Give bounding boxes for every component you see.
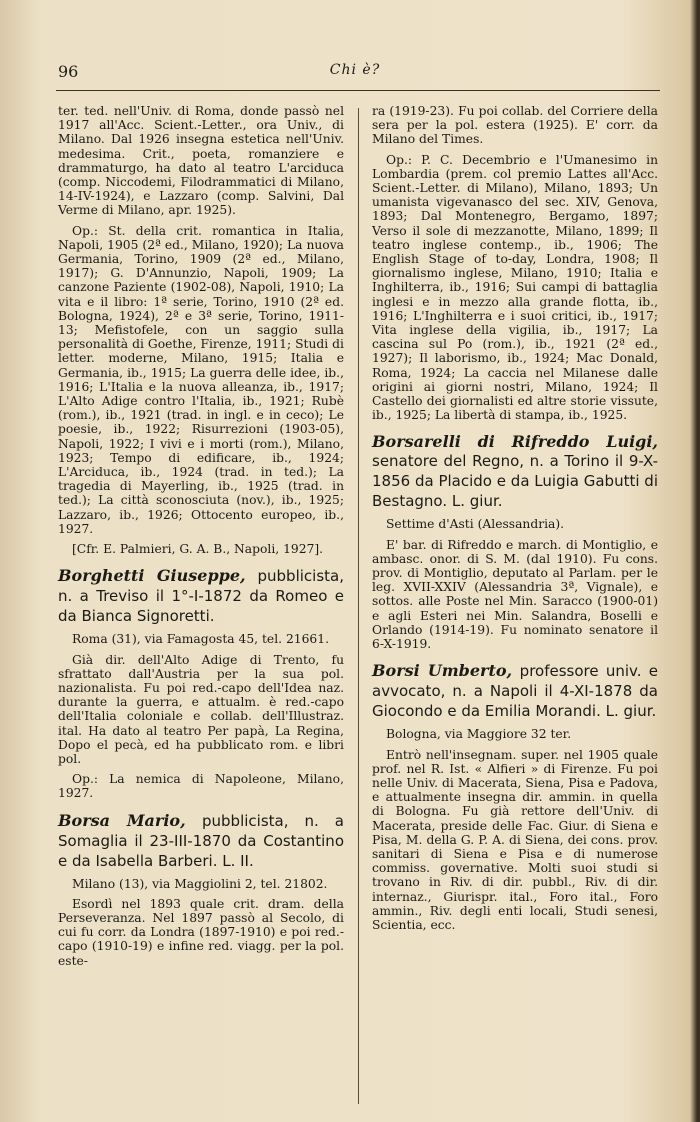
entry-description: senatore del Regno, n. a Torino il 9-X-1856 da Placido e da Luigia Gabutti di Bestagno. L. giur. [372, 452, 658, 511]
entry-borsa [58, 811, 344, 968]
entry-works: Op.: La nemica di Napoleone, Milano, 1927. [58, 772, 344, 801]
entry-name: Borghetti Giuseppe, [58, 566, 246, 586]
works-list: Op.: St. della crit. romantica in Italia, Napoli, 1905 (2ª ed., Milano, 1920); La nuova Germania, Torino, 1909 (2ª ed., Milano, 1917); G. D'Annunzio, Napoli, 1909; La canzone Paziente (1902-08), Napoli, 1910; La vita e il libro: 1ª serie, Torino, 1910 (2ª ed. Bologna, 1924), 2ª e 3ª serie, Torino, 1911-13; Mefistofele, con un saggio sulla personalità di Goethe, Firenze, 1911; Studi di letter. moderne, Milano, 1915; Italia e Germania, ib., 1915; La guerra delle idee, ib., 1916; L'Italia e la nuova alleanza, ib., 1917; L'Alto Adige contro l'Italia, ib., 1921; Rubè (rom.), ib., 1921 (trad. in ingl. e in ceco); Le poesie, ib., 1922; Risurrezioni (1903-05), Napoli, 1922; I vivi e i morti (rom.), Milano, 1923; Tempo di edificare, ib., 1924; L'Arciduca, ib., 1924 (trad. in ted.); La tragedia di Mayerling, ib., 1925 (trad. in ted.); La città sconosciuta (nov.), ib., 1925; Lazzaro, ib., 1926; Ottocento europeo, ib., 1927. [58, 223, 344, 536]
right-column [372, 104, 658, 1104]
entry-description: pubblicista, n. a Somaglia il 23-III-1870 da Costantino e da Isabella Barberi. L. II. [58, 811, 344, 870]
entry-body: E' bar. di Rifreddo e march. di Montiglio, e ambasc. onor. di S. M. (dal 1910). Fu cons. prov. di Montiglio, deputato al Parlam. per le leg. XVII-XXIV (Alessandria 3ª, Vignale), e sottos. alle Poste nel Min. Saracco (1900-01) e agli Esteri nei Min. Salandra, Boselli e Orlando (1914-19). Fu nominato senatore il 6-X-1919. [372, 537, 658, 652]
entry-borsi [372, 661, 658, 932]
entry-body: Già dir. dell'Alto Adige di Trento, fu sfrattato dall'Austria per la sua pol. nazionalista. Fu poi red.-capo dell'Idea naz. durante la guerra, e attualm. è red.-capo dell'Italia coloniale e collab. dell'Illustraz. ital. Ha dato al teatro Per papà, La Regina, Dopo el pecà, ed ha pubblicato rom. e libri pol. [58, 652, 344, 766]
entry-borsarelli [372, 432, 658, 651]
entry-name: Borsi Umberto, [372, 661, 513, 681]
entry-address: Roma (31), via Famagosta 45, tel. 21661. [72, 632, 329, 647]
entry-heading [58, 566, 344, 626]
entry-heading [372, 432, 658, 511]
column-divider [358, 108, 359, 1104]
entry-name: Borsarelli di Rifreddo Luigi, [372, 432, 658, 452]
entry-description: professore univ. e avvocato, n. a Napoli il 4-XI-1878 da Giocondo e da Emilia Morandi. L. giur. [372, 662, 658, 721]
entry-address: Settime d'Asti (Alessandria). [386, 517, 565, 532]
two-column-body [58, 104, 658, 1104]
header-rule [56, 90, 660, 91]
entry-body: Entrò nell'insegnam. super. nel 1905 quale prof. nel R. Ist. « Alfieri » di Firenze. Fu poi nelle Univ. di Macerata, Siena, Pisa e Padova, e attualmente insegna dir. ammin. in quella di Bologna. Fu già rettore dell'Univ. di Macerata, preside delle Fac. Giur. di Siena e Pisa, M. della G. P. A. di Siena, dei cons. prov. sanitari di Siena e Pisa e di numerose commiss. governative. Molti suoi studi si trovano in Riv. di dir. pubbl., Riv. di dir. internaz., Giurispr. ital., Foro ital., Foro ammin., Riv. degli enti locali, Studi senesi, Scientia, ecc. [372, 747, 658, 932]
running-title: Chi è? [329, 62, 381, 78]
entry-body: Esordì nel 1893 quale crit. dram. della Perseveranza. Nel 1897 passò al Secolo, di cui fu corr. da Londra (1897-1910) e poi red.-capo (1910-19) e infine red. viagg. per la pol. este- [58, 896, 344, 968]
left-column [58, 104, 344, 1104]
entry-borghetti [58, 566, 344, 800]
citation: [Cfr. E. Palmieri, G. A. B., Napoli, 1927]. [72, 542, 324, 557]
paragraph: ter. ted. nell'Univ. di Roma, donde passò nel 1917 all'Acc. Scient.-Letter., ora Univ., di Milano. Dal 1926 insegna estetica nell'Univ. medesima. Crit., poeta, romanziere e drammaturgo, ha dato al teatro L'arciduca (comp. Niccodemi, Filodrammatici di Milano, 14-IV-1924), e Lazzaro (comp. Salvini, Dal Verme di Milano, apr. 1925). [58, 104, 344, 218]
entry-description: pubblicista, n. a Treviso il 1°-I-1872 da Romeo e da Bianca Signoretti. [58, 567, 344, 626]
entry-address: Milano (13), via Maggiolini 2, tel. 21802. [72, 876, 328, 891]
page-number: 96 [58, 62, 79, 81]
entry-address: Bologna, via Maggiore 32 ter. [386, 727, 572, 742]
entry-heading [372, 661, 658, 721]
entry-heading [58, 811, 344, 871]
works-list: Op.: P. C. Decembrio e l'Umanesimo in Lombardia (prem. col premio Lattes all'Acc. Scient.-Letter. di Milano), Milano, 1893; Un umanista vigevanasco del sec. XIV, Genova, 1893; Dal Montenegro, Bergamo, 1897; Verso il sole di mezzanotte, Milano, 1899; Il teatro inglese contemp., ib., 1906; The English Stage of to-day, Londra, 1908; Il giornalismo inglese, Milano, 1910; Italia e Inghilterra, ib., 1916; Sui campi di battaglia inglesi e in mezzo alla grande flotta, ib., 1916; L'Inghilterra e i suoi critici, ib., 1917; Vita inglese della vigilia, ib., 1917; La cascina sul Po (rom.), ib., 1921 (2ª ed., 1927); Il laborismo, ib., 1924; Mac Donald, Roma, 1924; La caccia nel Milanese dalle origini ai giorni nostri, Milano, 1924; Il Castello dei giornalisti ed altre storie vissute, ib., 1925; La libertà di stampa, ib., 1925. [372, 152, 658, 423]
page-header [58, 62, 652, 86]
paragraph: ra (1919-23). Fu poi collab. del Corriere della sera per la pol. estera (1925). E' corr. da Milano del Times. [372, 104, 658, 147]
entry-name: Borsa Mario, [58, 810, 186, 830]
